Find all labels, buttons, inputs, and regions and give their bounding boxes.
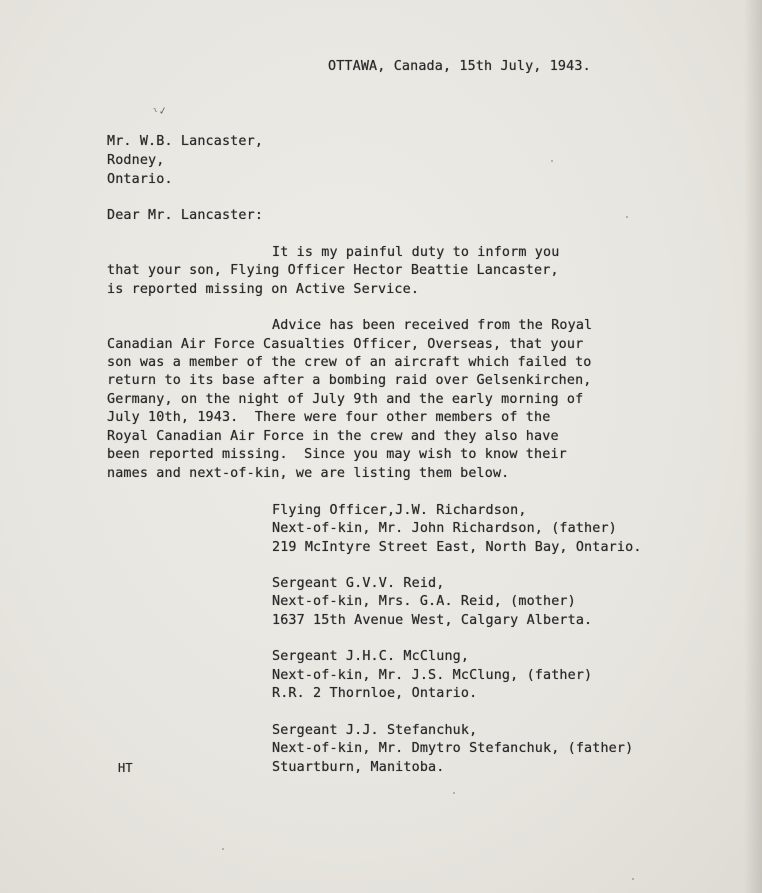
paragraph-line: son was a member of the crew of an aircraft which failed to bbox=[107, 355, 592, 370]
crew-kin: Next-of-kin, Mr. Dmytro Stefanchuk, (father) bbox=[272, 741, 634, 756]
typist-initials: HT bbox=[118, 761, 133, 775]
paper-speck bbox=[551, 160, 553, 162]
paragraph-line: It is my painful duty to inform you bbox=[272, 245, 560, 260]
address-line: Mr. W.B. Lancaster, bbox=[107, 134, 264, 149]
paragraph-line: Germany, on the night of July 9th and the early morning of bbox=[107, 392, 584, 407]
paragraph-line: been reported missing. Since you may wish to know their bbox=[107, 447, 567, 462]
paragraph-line: Canadian Air Force Casualties Officer, Overseas, that your bbox=[107, 337, 584, 352]
paragraph-line: Royal Canadian Air Force in the crew and they also have bbox=[107, 429, 559, 444]
page-edge-shadow bbox=[744, 0, 762, 893]
crew-address: R.R. 2 Thornloe, Ontario. bbox=[272, 686, 478, 701]
crew-name: Sergeant J.H.C. McClung, bbox=[272, 649, 470, 664]
crew-address: 219 McIntyre Street East, North Bay, Ontario. bbox=[272, 540, 642, 555]
paragraph-line: is reported missing on Active Service. bbox=[107, 282, 420, 297]
paragraph-line: July 10th, 1943. There were four other members of the bbox=[107, 410, 551, 425]
paper-speck bbox=[632, 878, 634, 880]
address-line: Ontario. bbox=[107, 172, 173, 187]
crew-kin: Next-of-kin, Mr. John Richardson, (father) bbox=[272, 521, 617, 536]
paragraph-line: Advice has been received from the Royal bbox=[272, 318, 593, 333]
paper-speck bbox=[626, 216, 628, 218]
paragraph-line: return to its base after a bombing raid over Gelsenkirchen, bbox=[107, 373, 592, 388]
address-line: Rodney, bbox=[107, 153, 165, 168]
crew-name: Sergeant J.J. Stefanchuk, bbox=[272, 723, 478, 738]
crew-name: Sergeant G.V.V. Reid, bbox=[272, 576, 445, 591]
crew-kin: Next-of-kin, Mrs. G.A. Reid, (mother) bbox=[272, 594, 576, 609]
crew-name: Flying Officer,J.W. Richardson, bbox=[272, 503, 527, 518]
salutation: Dear Mr. Lancaster: bbox=[107, 208, 264, 223]
paragraph-line: that your son, Flying Officer Hector Beattie Lancaster, bbox=[107, 263, 559, 278]
crew-address: 1637 15th Avenue West, Calgary Alberta. bbox=[272, 613, 593, 628]
paper-speck bbox=[222, 848, 224, 850]
crew-kin: Next-of-kin, Mr. J.S. McClung, (father) bbox=[272, 668, 593, 683]
paper-speck bbox=[453, 792, 455, 794]
pencil-check-mark: ᶥ✓ bbox=[150, 102, 168, 120]
crew-address: Stuartburn, Manitoba. bbox=[272, 760, 445, 775]
dateline: OTTAWA, Canada, 15th July, 1943. bbox=[328, 59, 591, 74]
paragraph-line: names and next-of-kin, we are listing them below. bbox=[107, 466, 510, 481]
